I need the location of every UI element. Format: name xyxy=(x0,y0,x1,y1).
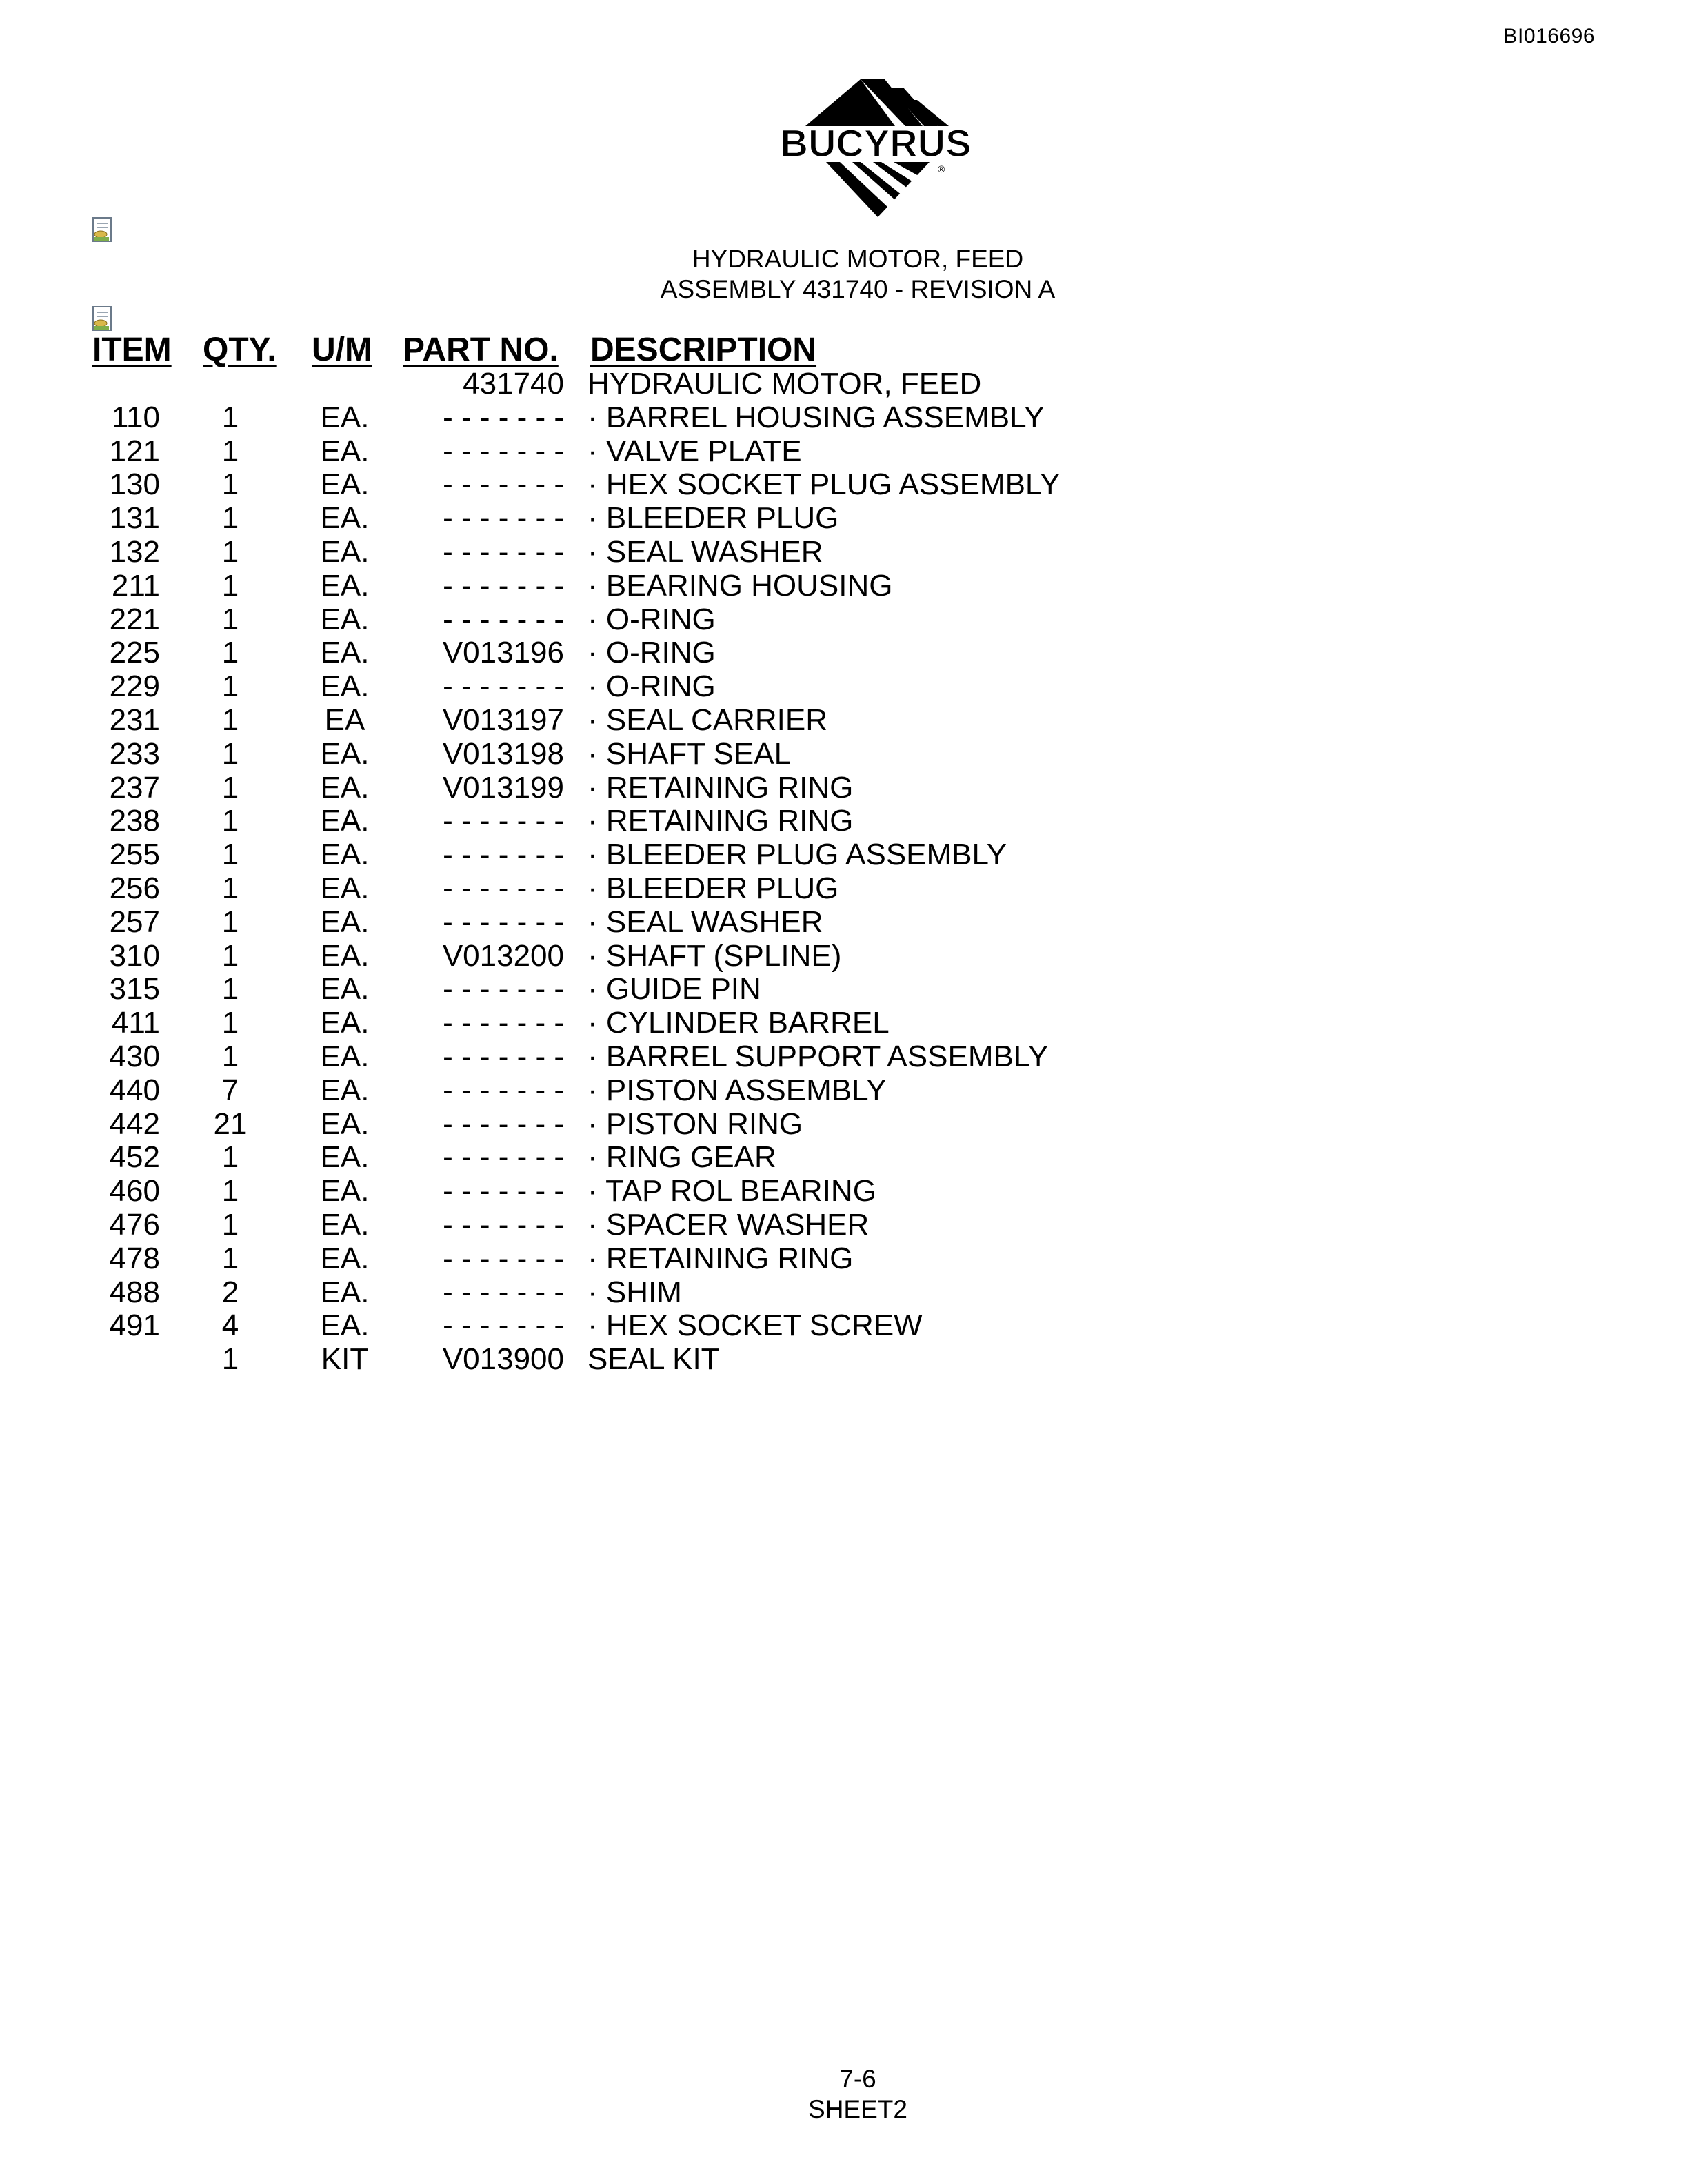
unit-of-measure-cell: KIT xyxy=(321,1342,369,1377)
unit-of-measure-cell: EA. xyxy=(320,467,370,502)
item-number-cell: 257 xyxy=(109,904,160,939)
table-row xyxy=(0,569,1688,603)
unit-of-measure-cell: EA. xyxy=(320,1073,370,1107)
quantity-cell: 1 xyxy=(221,1006,239,1040)
part-number-cell: - - - - - - - xyxy=(443,804,564,838)
description-cell: · BARREL SUPPORT ASSEMBLY xyxy=(587,1040,1049,1073)
unit-of-measure-cell: EA. xyxy=(320,736,370,771)
part-number-cell: - - - - - - - xyxy=(443,1308,564,1343)
item-number-cell: 491 xyxy=(109,1308,160,1343)
item-number-cell: 310 xyxy=(109,938,160,973)
sheet-label: SHEET2 xyxy=(808,2095,907,2123)
table-row xyxy=(0,1275,1688,1309)
table-row xyxy=(0,1208,1688,1242)
item-number-cell: 255 xyxy=(109,838,160,872)
quantity-cell: 1 xyxy=(221,400,239,434)
item-number-cell: 231 xyxy=(109,703,160,737)
unit-of-measure-cell: EA. xyxy=(320,501,370,536)
quantity-cell: 1 xyxy=(221,871,239,905)
description-cell: · PISTON RING xyxy=(587,1106,803,1141)
table-row xyxy=(0,669,1688,703)
part-number-cell: - - - - - - - xyxy=(443,1040,564,1073)
part-number-cell: - - - - - - - xyxy=(443,400,564,434)
item-number-cell: 211 xyxy=(111,568,160,603)
description-cell: · BLEEDER PLUG ASSEMBLY xyxy=(587,838,1007,872)
description-cell: · SHAFT (SPLINE) xyxy=(587,938,842,973)
table-row xyxy=(0,1140,1688,1174)
quantity-cell: 1 xyxy=(221,636,239,670)
part-number-cell: - - - - - - - xyxy=(443,1073,564,1107)
item-number-cell: 233 xyxy=(109,736,160,771)
item-number-cell: 452 xyxy=(109,1140,160,1175)
description-cell: · BLEEDER PLUG xyxy=(587,501,839,536)
table-row xyxy=(0,467,1688,501)
unit-of-measure-cell: EA. xyxy=(320,1040,370,1073)
part-number-cell: - - - - - - - xyxy=(443,1241,564,1275)
table-row xyxy=(0,804,1688,838)
description-cell: · SHIM xyxy=(587,1275,682,1309)
item-number-cell: 442 xyxy=(109,1106,160,1141)
quantity-cell: 1 xyxy=(221,736,239,771)
quantity-cell: 1 xyxy=(221,1140,239,1175)
quantity-cell: 1 xyxy=(221,1174,239,1209)
unit-of-measure-cell: EA. xyxy=(320,838,370,872)
document-id: BI016696 xyxy=(1503,25,1595,48)
header-description: DESCRIPTION xyxy=(590,332,817,368)
description-cell: · GUIDE PIN xyxy=(587,972,761,1007)
item-number-cell: 237 xyxy=(109,770,160,805)
table-row xyxy=(0,972,1688,1006)
description-cell: · RETAINING RING xyxy=(587,770,854,805)
table-row xyxy=(0,939,1688,973)
part-number-cell: - - - - - - - xyxy=(443,434,564,468)
item-number-cell: 440 xyxy=(109,1073,160,1107)
part-number-cell: V013198 xyxy=(442,736,564,771)
part-number-cell: V013197 xyxy=(442,703,564,737)
part-number-cell: - - - - - - - xyxy=(443,972,564,1007)
unit-of-measure-cell: EA. xyxy=(320,938,370,973)
item-number-cell: 476 xyxy=(109,1208,160,1242)
unit-of-measure-cell: EA. xyxy=(320,1106,370,1141)
part-number-cell: - - - - - - - xyxy=(443,467,564,502)
part-number-cell: - - - - - - - xyxy=(443,1006,564,1040)
description-cell: · SEAL WASHER xyxy=(587,904,823,939)
table-row xyxy=(0,535,1688,569)
quantity-cell: 1 xyxy=(221,602,239,636)
table-row xyxy=(0,905,1688,939)
description-cell: · PISTON ASSEMBLY xyxy=(587,1073,887,1107)
item-number-cell: 132 xyxy=(109,535,160,569)
item-number-cell: 430 xyxy=(109,1040,160,1073)
document-title: HYDRAULIC MOTOR, FEED xyxy=(692,245,1024,273)
quantity-cell: 1 xyxy=(221,467,239,502)
part-number-cell: - - - - - - - xyxy=(443,1208,564,1242)
description-cell: · HEX SOCKET PLUG ASSEMBLY xyxy=(587,467,1061,502)
description-cell: · SPACER WASHER xyxy=(587,1208,870,1242)
header-part-no: PART NO. xyxy=(403,332,559,368)
item-number-cell: 478 xyxy=(109,1241,160,1275)
description-cell: · SHAFT SEAL xyxy=(587,736,792,771)
quantity-cell: 7 xyxy=(221,1073,239,1107)
header-item: ITEM xyxy=(92,332,172,368)
table-row xyxy=(0,434,1688,468)
part-number-cell: - - - - - - - xyxy=(443,1275,564,1309)
description-cell: · O-RING xyxy=(587,636,716,670)
part-number-cell: - - - - - - - xyxy=(443,1174,564,1209)
table-row xyxy=(0,603,1688,636)
table-row xyxy=(0,1308,1688,1342)
part-number-cell: - - - - - - - xyxy=(443,602,564,636)
quantity-cell: 2 xyxy=(221,1275,239,1309)
quantity-cell: 1 xyxy=(221,703,239,737)
unit-of-measure-cell: EA. xyxy=(320,1174,370,1209)
unit-of-measure-cell: EA. xyxy=(320,1140,370,1175)
file-icon[interactable] xyxy=(91,305,116,333)
item-number-cell: 315 xyxy=(109,972,160,1007)
part-number-cell: 431740 xyxy=(463,367,564,401)
table-row xyxy=(0,737,1688,771)
part-number-cell: - - - - - - - xyxy=(443,535,564,569)
quantity-cell: 1 xyxy=(221,1040,239,1073)
unit-of-measure-cell: EA. xyxy=(320,568,370,603)
part-number-cell: V013200 xyxy=(442,938,564,973)
unit-of-measure-cell: EA. xyxy=(320,535,370,569)
table-row xyxy=(0,1174,1688,1208)
item-number-cell: 229 xyxy=(109,669,160,704)
assembly-subtitle: ASSEMBLY 431740 - REVISION A xyxy=(660,275,1056,303)
part-number-cell: V013900 xyxy=(442,1342,564,1377)
unit-of-measure-cell: EA. xyxy=(320,602,370,636)
header-qty: QTY. xyxy=(203,332,277,368)
unit-of-measure-cell: EA. xyxy=(320,1006,370,1040)
table-row xyxy=(0,1107,1688,1141)
quantity-cell: 1 xyxy=(221,501,239,536)
unit-of-measure-cell: EA. xyxy=(320,1275,370,1309)
item-number-cell: 411 xyxy=(111,1006,160,1040)
part-number-cell: - - - - - - - xyxy=(443,838,564,872)
table-row xyxy=(0,1242,1688,1275)
quantity-cell: 1 xyxy=(221,770,239,805)
table-row xyxy=(0,771,1688,805)
table-row xyxy=(0,703,1688,737)
quantity-cell: 1 xyxy=(221,1208,239,1242)
description-cell: · BLEEDER PLUG xyxy=(587,871,839,905)
logo-wordmark: BUCYRUS xyxy=(780,121,972,165)
quantity-cell: 1 xyxy=(221,972,239,1007)
unit-of-measure-cell: EA. xyxy=(320,434,370,468)
quantity-cell: 1 xyxy=(221,938,239,973)
description-cell: · SEAL WASHER xyxy=(587,535,823,569)
description-cell: · RETAINING RING xyxy=(587,1241,854,1275)
part-number-cell: - - - - - - - xyxy=(443,1106,564,1141)
unit-of-measure-cell: EA. xyxy=(320,1208,370,1242)
unit-of-measure-cell: EA. xyxy=(320,669,370,704)
unit-of-measure-cell: EA. xyxy=(320,636,370,670)
quantity-cell: 1 xyxy=(221,804,239,838)
item-number-cell: 131 xyxy=(109,501,160,536)
svg-text:®: ® xyxy=(938,163,945,174)
table-row xyxy=(0,1006,1688,1040)
page-number: 7-6 xyxy=(839,2065,876,2093)
description-cell: · TAP ROL BEARING xyxy=(587,1174,876,1209)
unit-of-measure-cell: EA xyxy=(324,703,365,737)
unit-of-measure-cell: EA. xyxy=(320,804,370,838)
description-cell: · HEX SOCKET SCREW xyxy=(587,1308,923,1343)
unit-of-measure-cell: EA. xyxy=(320,972,370,1007)
file-icon[interactable] xyxy=(91,216,116,244)
quantity-cell: 1 xyxy=(221,838,239,872)
description-cell: · SEAL CARRIER xyxy=(587,703,828,737)
table-row xyxy=(0,367,1688,401)
description-cell: · O-RING xyxy=(587,669,716,704)
header-um: U/M xyxy=(312,332,372,368)
description-cell: SEAL KIT xyxy=(587,1342,720,1377)
quantity-cell: 1 xyxy=(221,1342,239,1377)
part-number-cell: - - - - - - - xyxy=(443,568,564,603)
quantity-cell: 1 xyxy=(221,1241,239,1275)
item-number-cell: 130 xyxy=(109,467,160,502)
unit-of-measure-cell: EA. xyxy=(320,871,370,905)
part-number-cell: - - - - - - - xyxy=(443,1140,564,1175)
description-cell: · BARREL HOUSING ASSEMBLY xyxy=(587,400,1045,434)
table-row xyxy=(0,636,1688,669)
item-number-cell: 460 xyxy=(109,1174,160,1209)
table-row xyxy=(0,838,1688,871)
quantity-cell: 1 xyxy=(221,535,239,569)
quantity-cell: 1 xyxy=(221,669,239,704)
part-number-cell: - - - - - - - xyxy=(443,904,564,939)
part-number-cell: V013199 xyxy=(442,770,564,805)
item-number-cell: 488 xyxy=(109,1275,160,1309)
unit-of-measure-cell: EA. xyxy=(320,1241,370,1275)
item-number-cell: 110 xyxy=(111,400,160,434)
unit-of-measure-cell: EA. xyxy=(320,400,370,434)
part-number-cell: V013196 xyxy=(442,636,564,670)
item-number-cell: 121 xyxy=(109,434,160,468)
unit-of-measure-cell: EA. xyxy=(320,1308,370,1343)
quantity-cell: 1 xyxy=(221,904,239,939)
part-number-cell: - - - - - - - xyxy=(443,669,564,704)
description-cell: · VALVE PLATE xyxy=(587,434,802,468)
unit-of-measure-cell: EA. xyxy=(320,770,370,805)
description-cell: HYDRAULIC MOTOR, FEED xyxy=(587,367,982,401)
item-number-cell: 221 xyxy=(109,602,160,636)
item-number-cell: 238 xyxy=(109,804,160,838)
description-cell: · BEARING HOUSING xyxy=(587,568,893,603)
table-row xyxy=(0,1342,1688,1376)
table-row xyxy=(0,871,1688,905)
table-row xyxy=(0,401,1688,434)
quantity-cell: 1 xyxy=(221,568,239,603)
description-cell: · RING GEAR xyxy=(587,1140,776,1175)
item-number-cell: 256 xyxy=(109,871,160,905)
quantity-cell: 21 xyxy=(213,1106,248,1141)
table-row xyxy=(0,1073,1688,1107)
quantity-cell: 4 xyxy=(221,1308,239,1343)
table-row xyxy=(0,501,1688,535)
bucyrus-logo xyxy=(757,72,995,221)
quantity-cell: 1 xyxy=(221,434,239,468)
description-cell: · O-RING xyxy=(587,602,716,636)
description-cell: · RETAINING RING xyxy=(587,804,854,838)
item-number-cell: 225 xyxy=(109,636,160,670)
table-row xyxy=(0,1040,1688,1073)
part-number-cell: - - - - - - - xyxy=(443,501,564,536)
unit-of-measure-cell: EA. xyxy=(320,904,370,939)
part-number-cell: - - - - - - - xyxy=(443,871,564,905)
description-cell: · CYLINDER BARREL xyxy=(587,1006,890,1040)
